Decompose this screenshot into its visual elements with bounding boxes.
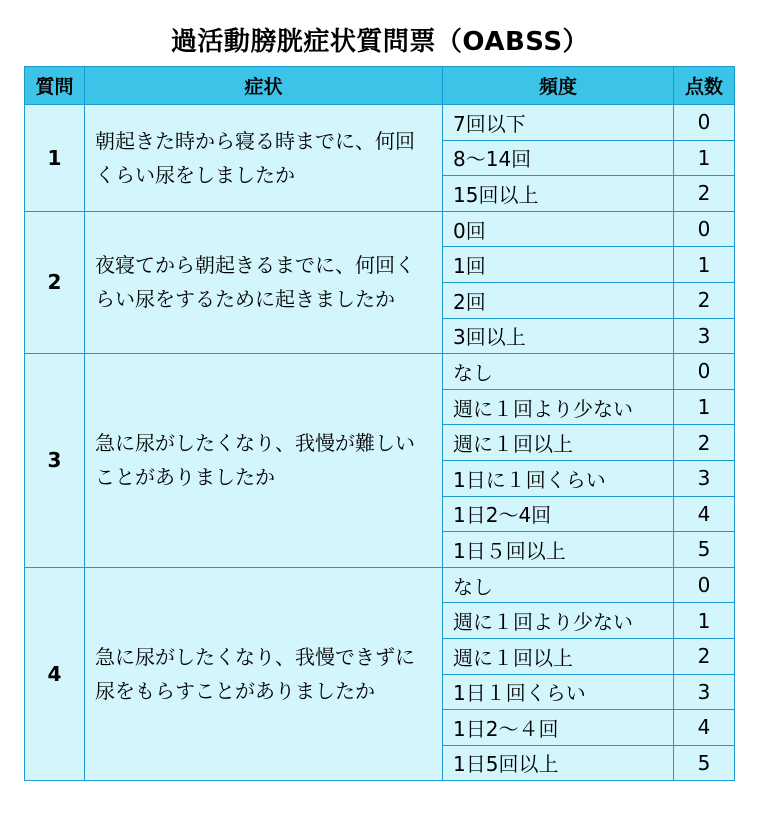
symptom-text: 急に尿がしたくなり、我慢できずに尿をもらすことがありましたか <box>85 567 443 781</box>
oabss-table <box>24 66 735 781</box>
frequency-option: 週に１回以上 <box>443 638 674 674</box>
header-frequency: 頻度 <box>443 67 674 105</box>
frequency-option: 3回以上 <box>443 318 674 354</box>
score-value: 1 <box>674 603 735 639</box>
frequency-option: 15回以上 <box>443 176 674 212</box>
frequency-option: 7回以下 <box>443 105 674 141</box>
score-value: 2 <box>674 638 735 674</box>
frequency-option: 1日５回以上 <box>443 532 674 568</box>
table-row <box>25 567 735 603</box>
score-value: 0 <box>674 211 735 247</box>
table-body <box>25 105 735 781</box>
frequency-option: 2回 <box>443 282 674 318</box>
question-number: 4 <box>25 567 85 781</box>
score-value: 1 <box>674 247 735 283</box>
score-value: 5 <box>674 532 735 568</box>
question-number: 1 <box>25 105 85 212</box>
symptom-text: 急に尿がしたくなり、我慢が難しいことがありましたか <box>85 354 443 568</box>
header-score: 点数 <box>674 67 735 105</box>
table-row <box>25 354 735 390</box>
score-value: 3 <box>674 318 735 354</box>
frequency-option: 週に１回以上 <box>443 425 674 461</box>
frequency-option: 週に１回より少ない <box>443 603 674 639</box>
frequency-option: なし <box>443 354 674 390</box>
frequency-option: 週に１回より少ない <box>443 389 674 425</box>
score-value: 2 <box>674 176 735 212</box>
page-title: 過活動膀胱症状質問票（OABSS） <box>170 27 590 57</box>
score-value: 1 <box>674 389 735 425</box>
score-value: 2 <box>674 282 735 318</box>
frequency-option: 8〜14回 <box>443 140 674 176</box>
score-value: 5 <box>674 745 735 781</box>
header-row <box>25 67 735 105</box>
score-value: 0 <box>674 354 735 390</box>
frequency-option: 1日に１回くらい <box>443 460 674 496</box>
frequency-option: なし <box>443 567 674 603</box>
frequency-option: 0回 <box>443 211 674 247</box>
score-value: 3 <box>674 674 735 710</box>
frequency-option: 1日2〜4回 <box>443 496 674 532</box>
frequency-option: 1回 <box>443 247 674 283</box>
score-value: 0 <box>674 567 735 603</box>
score-value: 2 <box>674 425 735 461</box>
header-question: 質問 <box>25 67 85 105</box>
score-value: 4 <box>674 496 735 532</box>
question-number: 2 <box>25 211 85 353</box>
frequency-option: 1日１回くらい <box>443 674 674 710</box>
symptom-text: 朝起きた時から寝る時までに、何回くらい尿をしましたか <box>85 105 443 212</box>
question-number: 3 <box>25 354 85 568</box>
header-symptom: 症状 <box>85 67 443 105</box>
score-value: 1 <box>674 140 735 176</box>
frequency-option: 1日2〜４回 <box>443 710 674 746</box>
table-row <box>25 211 735 247</box>
frequency-option: 1日5回以上 <box>443 745 674 781</box>
score-value: 4 <box>674 710 735 746</box>
table-row <box>25 105 735 141</box>
score-value: 3 <box>674 460 735 496</box>
score-value: 0 <box>674 105 735 141</box>
symptom-text: 夜寝てから朝起きるまでに、何回くらい尿をするために起きましたか <box>85 211 443 353</box>
